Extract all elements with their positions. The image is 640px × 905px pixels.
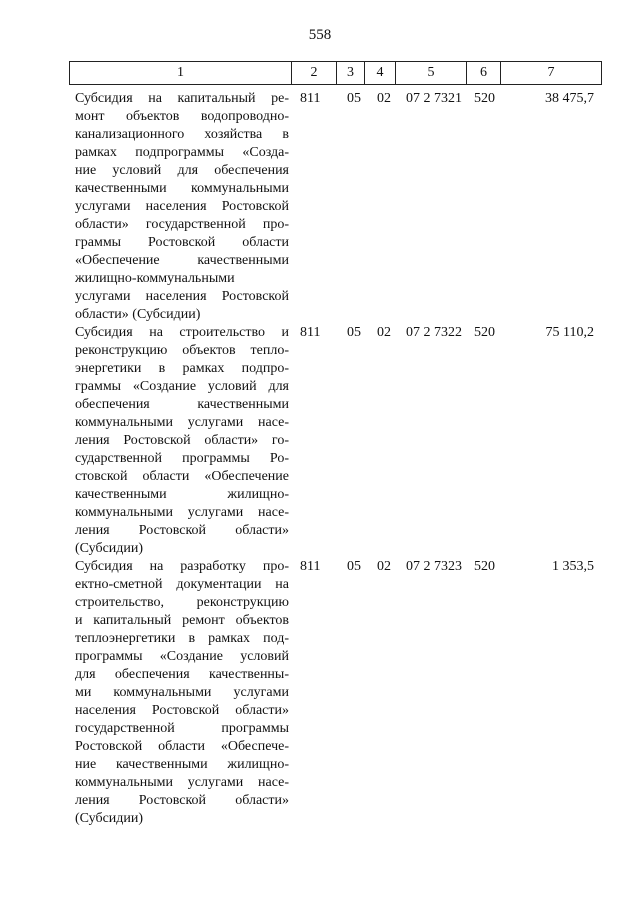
- description-line: (Субсидии): [75, 541, 144, 556]
- description-line: области» (Субсидии): [75, 307, 201, 322]
- description-line: государственной программы: [75, 721, 289, 736]
- description-line: коммунальными услугами насе-: [75, 415, 289, 430]
- column-header-1: 1: [70, 62, 292, 85]
- expense-type-code: 520: [474, 325, 495, 340]
- subsection-code: 02: [377, 559, 391, 574]
- description-line: стовской области «Обеспечение: [75, 469, 289, 484]
- description-line: граммы «Создание условий для: [75, 379, 289, 394]
- column-header-table: [69, 61, 602, 85]
- target-article-code: 07 2 7322: [406, 325, 462, 340]
- row-description: [75, 324, 289, 558]
- description-line: коммунальными услугами насе-: [75, 505, 289, 520]
- description-line: Субсидия на строительство и: [75, 325, 289, 340]
- department-code: 811: [300, 91, 321, 106]
- description-line: области» государственной про-: [75, 217, 289, 232]
- description-line: ления Ростовской области» го-: [75, 433, 289, 448]
- description-line: рамках подпрограммы «Созда-: [75, 145, 289, 160]
- target-article-code: 07 2 7321: [406, 91, 462, 106]
- table-row: [69, 558, 601, 828]
- amount: 38 475,7: [545, 91, 594, 106]
- description-line: ние условий для обеспечения: [75, 163, 289, 178]
- description-line: качественными коммунальными: [75, 181, 289, 196]
- expense-type-code: 520: [474, 559, 495, 574]
- description-line: жилищно-коммунальными: [75, 271, 235, 286]
- column-header-2: 2: [292, 62, 337, 85]
- description-line: (Субсидии): [75, 811, 144, 826]
- description-line: энергетики в рамках подпро-: [75, 361, 289, 376]
- table-row: [69, 90, 601, 324]
- column-header-row: [70, 62, 602, 85]
- section-code: 05: [347, 91, 361, 106]
- description-line: канализационного хозяйства в: [75, 127, 289, 142]
- description-line: теплоэнергетики в рамках под-: [75, 631, 289, 646]
- column-header-5: 5: [396, 62, 467, 85]
- description-line: строительство, реконструкцию: [75, 595, 289, 610]
- description-line: Субсидия на разработку про-: [75, 559, 289, 574]
- description-line: ние качественными жилищно-: [75, 757, 289, 772]
- description-line: монт объектов водопроводно-: [75, 109, 289, 124]
- department-code: 811: [300, 559, 321, 574]
- target-article-code: 07 2 7323: [406, 559, 462, 574]
- description-line: реконструкцию объектов тепло-: [75, 343, 289, 358]
- section-code: 05: [347, 325, 361, 340]
- description-line: «Обеспечение качественными: [75, 253, 289, 268]
- amount: 75 110,2: [545, 325, 594, 340]
- description-line: ми коммунальными услугами: [75, 685, 289, 700]
- description-line: качественными жилищно-: [75, 487, 289, 502]
- section-code: 05: [347, 559, 361, 574]
- description-line: Субсидия на капитальный ре-: [75, 91, 289, 106]
- description-line: для обеспечения качественны-: [75, 667, 289, 682]
- page-number: 558: [308, 27, 332, 43]
- department-code: 811: [300, 325, 321, 340]
- description-line: услугами населения Ростовской: [75, 289, 289, 304]
- expense-type-code: 520: [474, 91, 495, 106]
- row-description: [75, 90, 289, 324]
- description-line: коммунальными услугами насе-: [75, 775, 289, 790]
- row-description: [75, 558, 289, 828]
- column-header-3: 3: [337, 62, 365, 85]
- description-line: услугами населения Ростовской: [75, 199, 289, 214]
- description-line: обеспечения качественными: [75, 397, 289, 412]
- description-line: сударственной программы Ро-: [75, 451, 289, 466]
- amount: 1 353,5: [552, 559, 594, 574]
- budget-rows: [69, 90, 601, 828]
- table-row: [69, 324, 601, 558]
- column-header-6: 6: [467, 62, 501, 85]
- subsection-code: 02: [377, 325, 391, 340]
- description-line: Ростовской области «Обеспече-: [75, 739, 289, 754]
- description-line: граммы Ростовской области: [75, 235, 289, 250]
- description-line: программы «Создание условий: [75, 649, 289, 664]
- description-line: ектно-сметной документации на: [75, 577, 289, 592]
- subsection-code: 02: [377, 91, 391, 106]
- description-line: ления Ростовской области»: [75, 793, 289, 808]
- description-line: и капитальный ремонт объектов: [75, 613, 289, 628]
- column-header-7: 7: [501, 62, 602, 85]
- description-line: населения Ростовской области»: [75, 703, 289, 718]
- description-line: ления Ростовской области»: [75, 523, 289, 538]
- column-header-4: 4: [365, 62, 396, 85]
